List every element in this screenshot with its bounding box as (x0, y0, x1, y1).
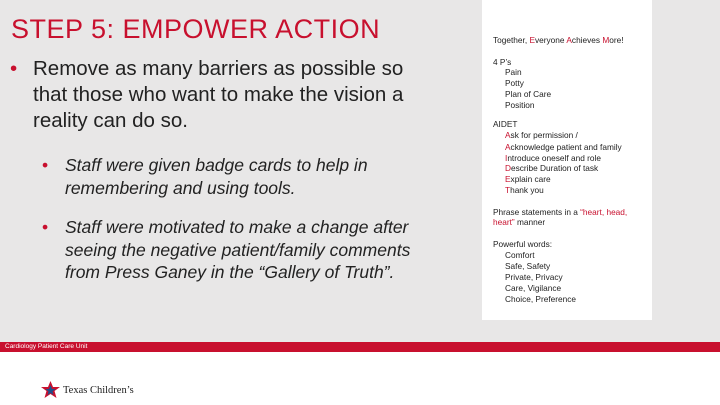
aidet-item: Ask for permission / (505, 130, 578, 140)
sub-bullet (42, 154, 432, 199)
powerful-word: Safe, Safety (505, 261, 551, 271)
badge-card-panel (482, 0, 652, 320)
phrase-statement: Phrase statements in a “heart, head, (493, 207, 628, 217)
main-bullet-text: Remove as many barriers as possible so that those who want to make the vision a reality can do so. (33, 57, 404, 132)
four-ps-item: Potty (505, 78, 524, 88)
powerful-word: Comfort (505, 250, 535, 260)
main-bullet (10, 56, 440, 134)
bullet-icon: • (10, 57, 18, 80)
powerful-word: Choice, Preference (505, 294, 577, 304)
powerful-words-title: Powerful words: (493, 239, 553, 249)
four-ps-item: Plan of Care (505, 89, 552, 99)
aidet-item: Introduce oneself and role (505, 153, 601, 163)
footer-bar (0, 342, 720, 352)
powerful-word: Private, Privacy (505, 272, 563, 282)
slide-title: STEP 5: EMPOWER ACTION (11, 14, 381, 44)
four-ps-item: Position (505, 100, 535, 110)
bullet-icon: • (42, 155, 49, 175)
logo-text: Texas Children’s (63, 384, 134, 396)
texas-childrens-logo (40, 381, 134, 399)
sub-bullet-text: Staff were motivated to make a change after seeing the negative patient/family comments from Press Ganey in the “Gallery of Truth”. (65, 217, 411, 282)
star-logo-icon (40, 381, 61, 399)
aidet-item: Describe Duration of task (505, 163, 599, 173)
aidet-item: Explain care (505, 174, 551, 184)
team-motto: Together, Everyone Achieves More! (493, 35, 624, 45)
aidet-item: Acknowledge patient and family (505, 142, 622, 152)
sub-bullet (42, 216, 432, 284)
phrase-statement-cont: heart” manner (493, 217, 546, 227)
sub-bullet-text: Staff were given badge cards to help in remembering and using tools. (65, 155, 368, 198)
aidet-title: AIDET (493, 119, 518, 129)
footer-text: Cardiology Patient Care Unit (5, 343, 88, 350)
bullet-icon: • (42, 217, 49, 237)
aidet-item: Thank you (505, 185, 544, 195)
powerful-word: Care, Vigilance (505, 283, 562, 293)
four-ps-item: Pain (505, 67, 522, 77)
four-ps-title: 4 P’s (493, 57, 512, 67)
